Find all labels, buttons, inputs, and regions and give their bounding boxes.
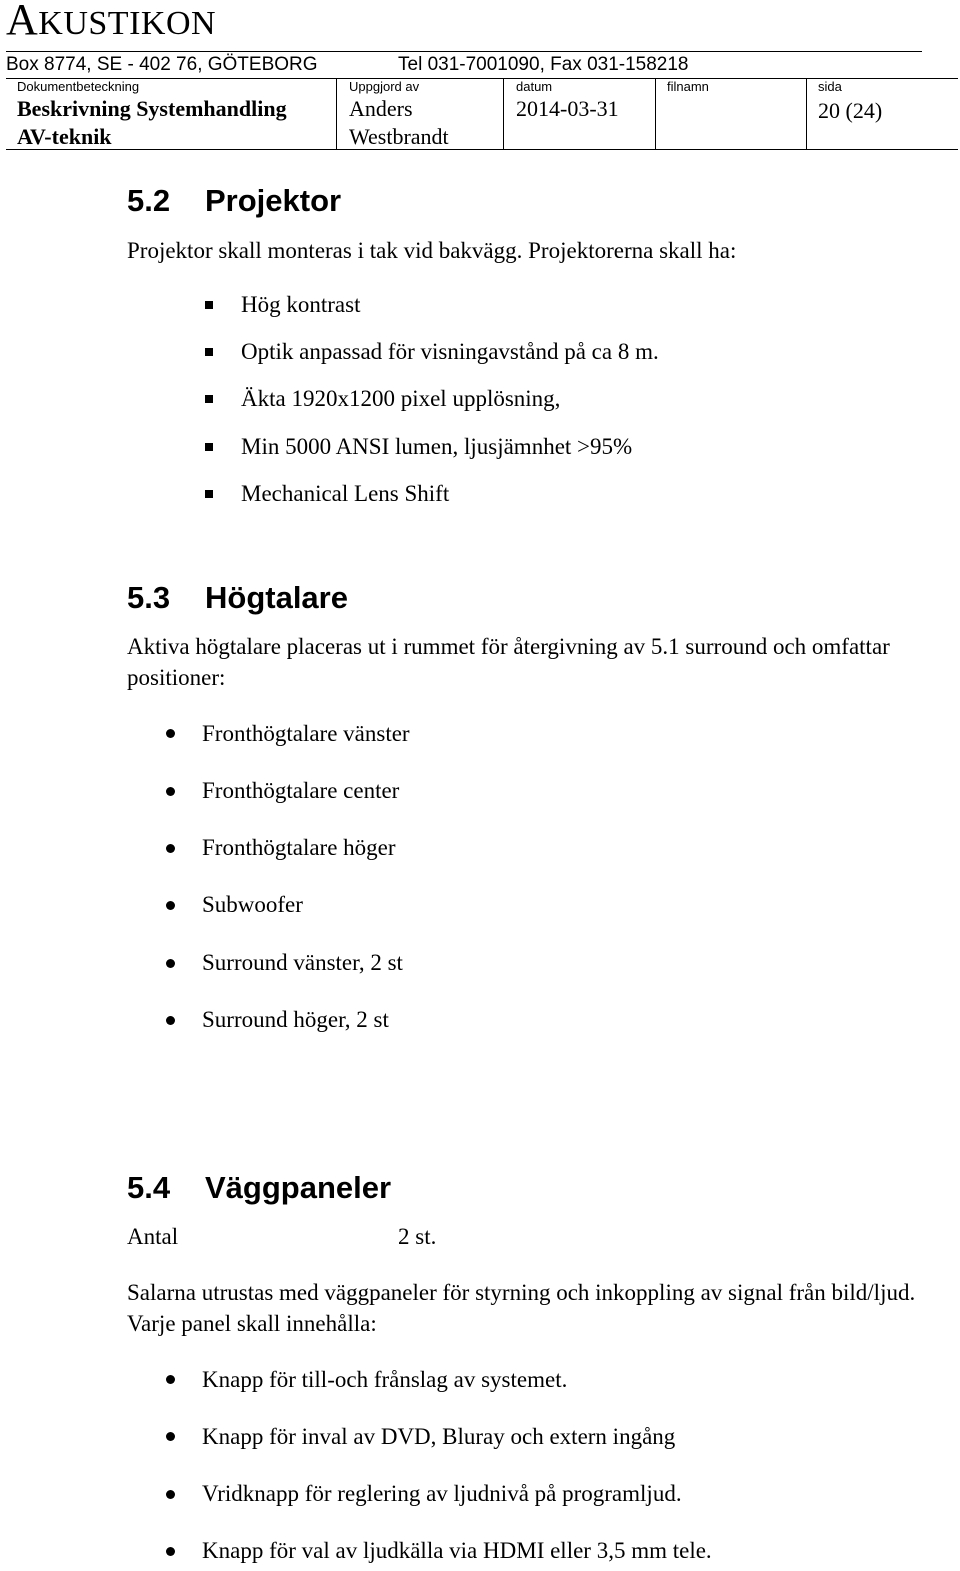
vaggpaneler-item: Knapp för till-och frånslag av systemet. [202, 1367, 568, 1392]
author-label: Uppgjord av [349, 79, 420, 94]
vaggpaneler-item: Vridknapp för reglering av ljudnivå på programljud. [202, 1481, 682, 1506]
company-logo [6, 0, 216, 44]
square-bullet-icon [205, 443, 213, 451]
author-line2: Westbrandt [349, 124, 449, 149]
date-value: 2014-03-31 [516, 96, 619, 121]
header-mid-rule [6, 78, 958, 79]
hogtalare-item: Surround vänster, 2 st [202, 950, 403, 975]
header-top-rule [6, 51, 922, 52]
square-bullet-icon [205, 348, 213, 356]
vaggpaneler-item: Knapp för val av ljudkälla via HDMI eller 3,5 mm tele. [202, 1538, 712, 1563]
section-number: 5.4 [127, 1170, 171, 1205]
section-title: Högtalare [205, 580, 348, 615]
bullet-dot-icon [166, 1432, 175, 1441]
bullet-dot-icon [166, 1547, 175, 1556]
hogtalare-item: Fronthögtalare höger [202, 835, 396, 860]
projektor-item: Äkta 1920x1200 pixel upplösning, [241, 386, 561, 411]
bullet-dot-icon [166, 1490, 175, 1499]
contact-numbers: Tel 031-7001090, Fax 031-158218 [398, 54, 689, 75]
projektor-item: Optik anpassad för visningavstånd på ca 8 m. [241, 339, 659, 364]
count-value: 2 st. [398, 1224, 437, 1249]
section-heading-hogtalare [127, 579, 348, 617]
projektor-item: Hög kontrast [241, 292, 361, 317]
bullet-dot-icon [166, 787, 175, 796]
square-bullet-icon [205, 395, 213, 403]
company-address-bar [6, 52, 920, 78]
hogtalare-item: Fronthögtalare vänster [202, 721, 410, 746]
section-number: 5.3 [127, 580, 171, 615]
hogtalare-intro: Aktiva högtalare placeras ut i rummet för återgivning av 5.1 surround och omfattar positioner: [127, 634, 890, 690]
bullet-dot-icon [166, 1375, 175, 1384]
projektor-intro: Projektor skall monteras i tak vid bakvägg. Projektorerna skall ha: [127, 238, 737, 263]
bullet-dot-icon [166, 1016, 175, 1025]
doc-label: Dokumentbeteckning [17, 79, 140, 94]
logo-rest: KUSTIKON [38, 5, 217, 42]
square-bullet-icon [205, 490, 213, 498]
date-label: datum [516, 79, 553, 94]
projektor-item: Mechanical Lens Shift [241, 481, 450, 506]
hogtalare-item: Surround höger, 2 st [202, 1007, 389, 1032]
filename-label: filnamn [667, 79, 709, 94]
square-bullet-icon [205, 301, 213, 309]
page-label: sida [818, 79, 842, 94]
doc-title-line2: AV-teknik [17, 124, 112, 149]
postal-address: Box 8774, SE - 402 76, GÖTEBORG [6, 54, 318, 75]
section-heading-projektor [127, 182, 341, 220]
count-label: Antal [127, 1224, 179, 1249]
hogtalare-item: Fronthögtalare center [202, 778, 400, 803]
bullet-dot-icon [166, 844, 175, 853]
section-title: Väggpaneler [205, 1170, 392, 1205]
page-number: 20 (24) [818, 98, 883, 123]
header-divider-1 [336, 78, 337, 150]
projektor-item: Min 5000 ANSI lumen, ljusjämnhet >95% [241, 434, 633, 459]
header-divider-2 [503, 78, 504, 150]
doc-title-line1: Beskrivning Systemhandling [17, 96, 287, 121]
header-divider-4 [806, 78, 807, 150]
section-heading-vaggpaneler [127, 1169, 391, 1207]
bullet-dot-icon [166, 901, 175, 910]
bullet-dot-icon [166, 729, 175, 738]
header-divider-3 [655, 78, 656, 150]
section-number: 5.2 [127, 183, 171, 218]
header-bottom-rule [6, 149, 958, 150]
hogtalare-item: Subwoofer [202, 892, 303, 917]
section-title: Projektor [205, 183, 342, 218]
logo-initial: A [6, 0, 39, 44]
vaggpaneler-item: Knapp för inval av DVD, Bluray och extern ingång [202, 1424, 676, 1449]
vaggpaneler-intro: Salarna utrustas med väggpaneler för styrning och inkoppling av signal från bild/ljud. Varje panel skall innehålla: [127, 1280, 916, 1336]
bullet-dot-icon [166, 959, 175, 968]
author-line1: Anders [349, 96, 413, 121]
